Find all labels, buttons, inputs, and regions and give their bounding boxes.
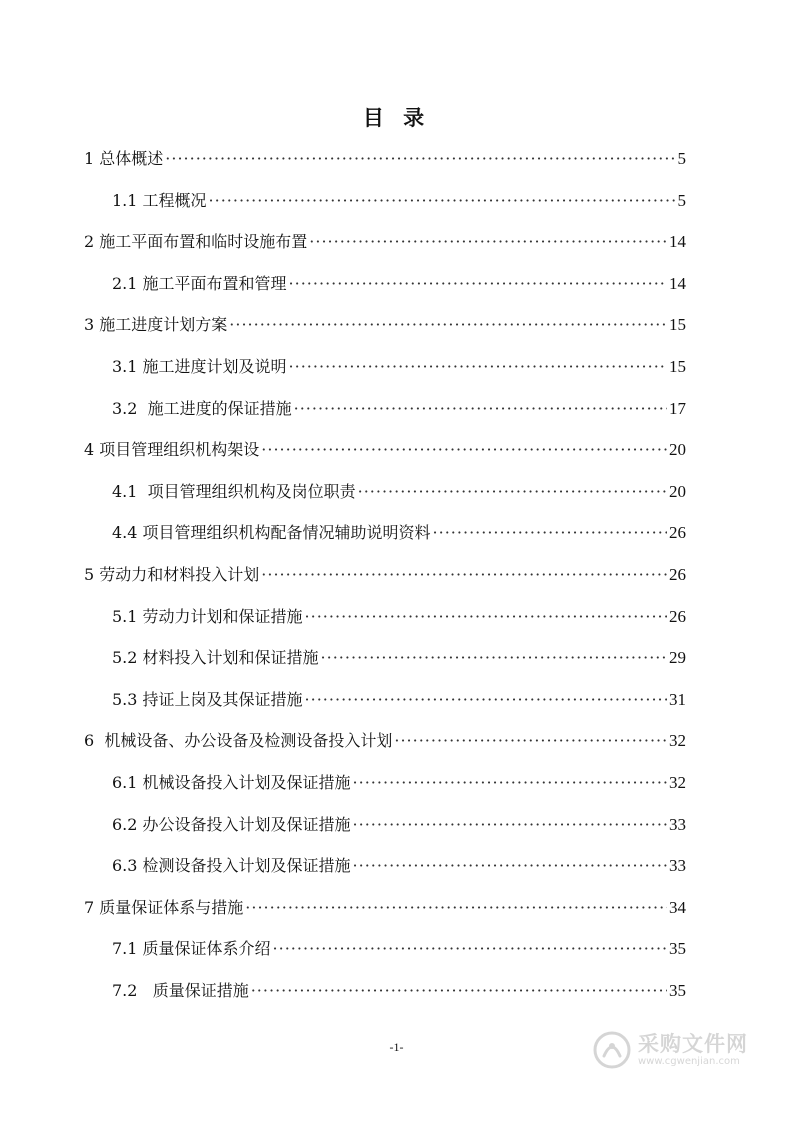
toc-entry-label: 6 机械设备、办公设备及检测设备投入计划 xyxy=(84,731,393,751)
toc-entry[interactable] xyxy=(84,519,686,561)
toc-dot-leader xyxy=(251,977,667,1005)
toc-dot-leader xyxy=(353,852,667,880)
toc-entry[interactable] xyxy=(84,769,686,811)
toc-entry-page: 5 xyxy=(677,149,686,168)
toc-entry-label: 5.1 劳动力计划和保证措施 xyxy=(112,606,303,626)
toc-entry[interactable] xyxy=(84,603,686,645)
toc-entry[interactable] xyxy=(84,145,686,187)
toc-entry[interactable] xyxy=(84,395,686,437)
toc-entry-page: 26 xyxy=(669,564,686,584)
toc-entry-page: 15 xyxy=(669,315,686,335)
toc-dot-leader xyxy=(358,478,667,506)
toc-dot-leader xyxy=(321,644,667,672)
toc-entry-label: 4.4 项目管理组织机构配备情况辅助说明资料 xyxy=(112,523,431,543)
toc-entry[interactable] xyxy=(84,187,686,229)
toc-dot-leader xyxy=(261,436,667,464)
toc-dot-leader xyxy=(294,395,667,423)
toc-entry-page: 26 xyxy=(669,523,686,543)
toc-entry[interactable] xyxy=(84,852,686,894)
toc-entry-label: 6.1 机械设备投入计划及保证措施 xyxy=(112,772,351,792)
watermark-url: www.cgwenjian.com xyxy=(638,1056,740,1067)
toc-entry[interactable] xyxy=(84,478,686,520)
toc-entry-page: 26 xyxy=(669,606,686,626)
toc-entry[interactable] xyxy=(84,727,686,769)
toc-dot-leader xyxy=(261,561,667,589)
toc-dot-leader xyxy=(165,145,675,173)
toc-entry-label: 5.2 材料投入计划和保证措施 xyxy=(112,648,319,668)
toc-entry-page: 14 xyxy=(669,273,686,293)
toc-entry-page: 33 xyxy=(669,814,686,834)
toc-entry-label: 5 劳动力和材料投入计划 xyxy=(84,564,260,584)
toc-dot-leader xyxy=(289,353,667,381)
toc-entry[interactable] xyxy=(84,436,686,478)
toc-entry-label: 7.1 质量保证体系介绍 xyxy=(112,939,271,959)
toc-entry-label: 3 施工进度计划方案 xyxy=(84,315,228,335)
toc-entry-label: 4 项目管理组织机构架设 xyxy=(84,440,260,460)
toc-entry-label: 3.1 施工进度计划及说明 xyxy=(112,356,287,376)
toc-dot-leader xyxy=(353,811,667,839)
toc-entry-label: 3.2 施工进度的保证措施 xyxy=(112,398,292,418)
page-number: -1- xyxy=(389,1040,404,1054)
toc-entry[interactable] xyxy=(84,811,686,853)
toc-entry-label: 2.1 施工平面布置和管理 xyxy=(112,273,287,293)
toc-dot-leader xyxy=(305,686,667,714)
toc-entry-page: 34 xyxy=(669,897,686,917)
toc-entry-label: 5.3 持证上岗及其保证措施 xyxy=(112,689,303,709)
toc-entry-label: 6.3 检测设备投入计划及保证措施 xyxy=(112,856,351,876)
toc-entry-page: 15 xyxy=(669,356,686,376)
toc-entry[interactable] xyxy=(84,311,686,353)
toc-entry-label: 4.1 项目管理组织机构及岗位职责 xyxy=(112,481,356,501)
watermark xyxy=(592,1024,752,1076)
watermark-name: 采购文件网 xyxy=(638,1032,748,1056)
toc-dot-leader xyxy=(433,519,667,547)
toc-dot-leader xyxy=(245,894,667,922)
toc-dot-leader xyxy=(229,311,667,339)
toc-entry[interactable] xyxy=(84,561,686,603)
toc-entry-page: 35 xyxy=(669,939,686,959)
toc-dot-leader xyxy=(209,187,676,215)
toc-dot-leader xyxy=(394,727,667,755)
toc-entry-page: 20 xyxy=(669,481,686,501)
toc-entry-label: 7.2 质量保证措施 xyxy=(112,980,249,1000)
toc-list xyxy=(84,145,686,1018)
toc-entry[interactable] xyxy=(84,228,686,270)
toc-dot-leader xyxy=(353,769,667,797)
toc-entry[interactable] xyxy=(84,644,686,686)
toc-entry-page: 32 xyxy=(669,731,686,751)
toc-entry-page: 17 xyxy=(669,398,686,418)
toc-entry-label: 7 质量保证体系与措施 xyxy=(84,897,244,917)
toc-entry-page: 31 xyxy=(669,689,686,709)
toc-entry-label: 2 施工平面布置和临时设施布置 xyxy=(84,232,308,252)
toc-entry-page: 20 xyxy=(669,440,686,460)
toc-entry-page: 33 xyxy=(669,856,686,876)
toc-entry[interactable] xyxy=(84,977,686,1019)
toc-entry-page: 29 xyxy=(669,648,686,668)
toc-entry-page: 32 xyxy=(669,772,686,792)
toc-dot-leader xyxy=(273,935,667,963)
toc-entry[interactable] xyxy=(84,270,686,312)
toc-entry-page: 35 xyxy=(669,980,686,1000)
toc-dot-leader xyxy=(289,270,667,298)
toc-entry-page: 5 xyxy=(677,190,686,210)
toc-entry-label: 6.2 办公设备投入计划及保证措施 xyxy=(112,814,351,834)
toc-entry-label: 1.1 工程概况 xyxy=(112,190,207,210)
toc-entry[interactable] xyxy=(84,353,686,395)
toc-entry-label: 1 总体概述 xyxy=(84,149,164,168)
toc-dot-leader xyxy=(305,603,667,631)
toc-dot-leader xyxy=(309,228,667,256)
watermark-logo-icon xyxy=(592,1030,632,1070)
toc-title: 目 录 xyxy=(362,105,431,130)
toc-entry[interactable] xyxy=(84,935,686,977)
toc-entry-page: 14 xyxy=(669,232,686,252)
toc-entry[interactable] xyxy=(84,686,686,728)
toc-entry[interactable] xyxy=(84,894,686,936)
